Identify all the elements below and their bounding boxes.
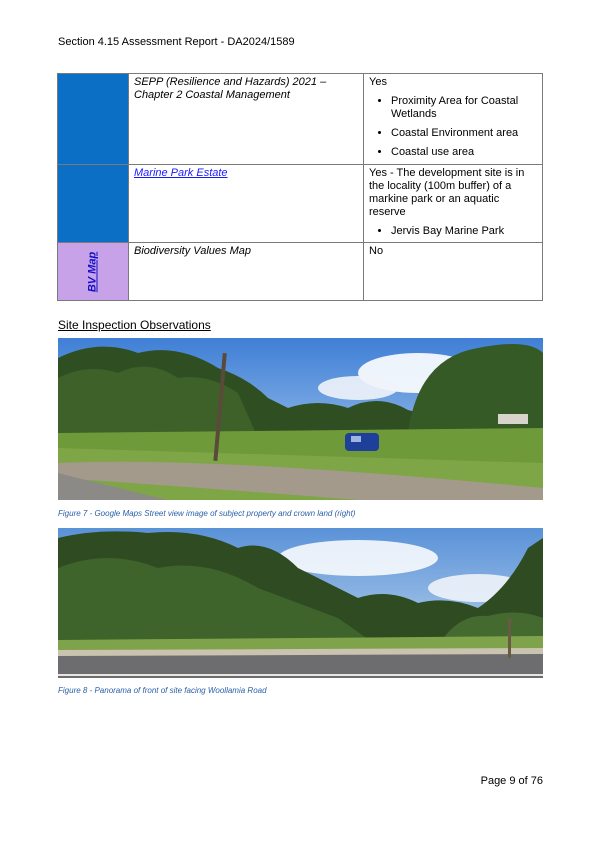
table-response: No bbox=[364, 243, 543, 301]
report-header: Section 4.15 Assessment Report - DA2024/1589 bbox=[58, 36, 295, 48]
bullet-list bbox=[369, 225, 537, 238]
list-item: • Coastal Environment area bbox=[391, 127, 537, 140]
bv-map-link[interactable]: BV Map bbox=[86, 251, 99, 292]
row-marker bbox=[58, 243, 129, 301]
response-text: Yes - The development site is in the locality (100m buffer) of a markine park or an aquatic reserve bbox=[369, 167, 525, 218]
response-text: Yes bbox=[369, 76, 387, 88]
table-response bbox=[364, 165, 543, 243]
table-row bbox=[58, 165, 543, 243]
street-view-photo bbox=[58, 338, 543, 500]
marine-park-estate-link[interactable]: Marine Park Estate bbox=[134, 167, 228, 179]
page-number: Page 9 of 76 bbox=[480, 775, 543, 787]
row-marker bbox=[58, 165, 129, 243]
list-item: • Jervis Bay Marine Park bbox=[391, 225, 537, 238]
table-response bbox=[364, 74, 543, 165]
table-item: SEPP (Resilience and Hazards) 2021 – Chapter 2 Coastal Management bbox=[129, 74, 364, 165]
list-item: • Coastal use area bbox=[391, 146, 537, 159]
table-row bbox=[58, 243, 543, 301]
list-item: • Proximity Area for Coastal Wetlands bbox=[391, 95, 537, 121]
row-marker bbox=[58, 74, 129, 165]
bullet-list bbox=[369, 95, 537, 159]
table-item: Biodiversity Values Map bbox=[129, 243, 364, 301]
figure-caption: Figure 8 - Panorama of front of site facing Woollamia Road bbox=[58, 686, 267, 695]
section-title: Site Inspection Observations bbox=[58, 318, 211, 332]
assessment-table bbox=[57, 73, 543, 301]
table-row bbox=[58, 74, 543, 165]
table-item bbox=[129, 165, 364, 243]
figure-caption: Figure 7 - Google Maps Street view image of subject property and crown land (right) bbox=[58, 509, 356, 518]
panorama-photo bbox=[58, 528, 543, 678]
